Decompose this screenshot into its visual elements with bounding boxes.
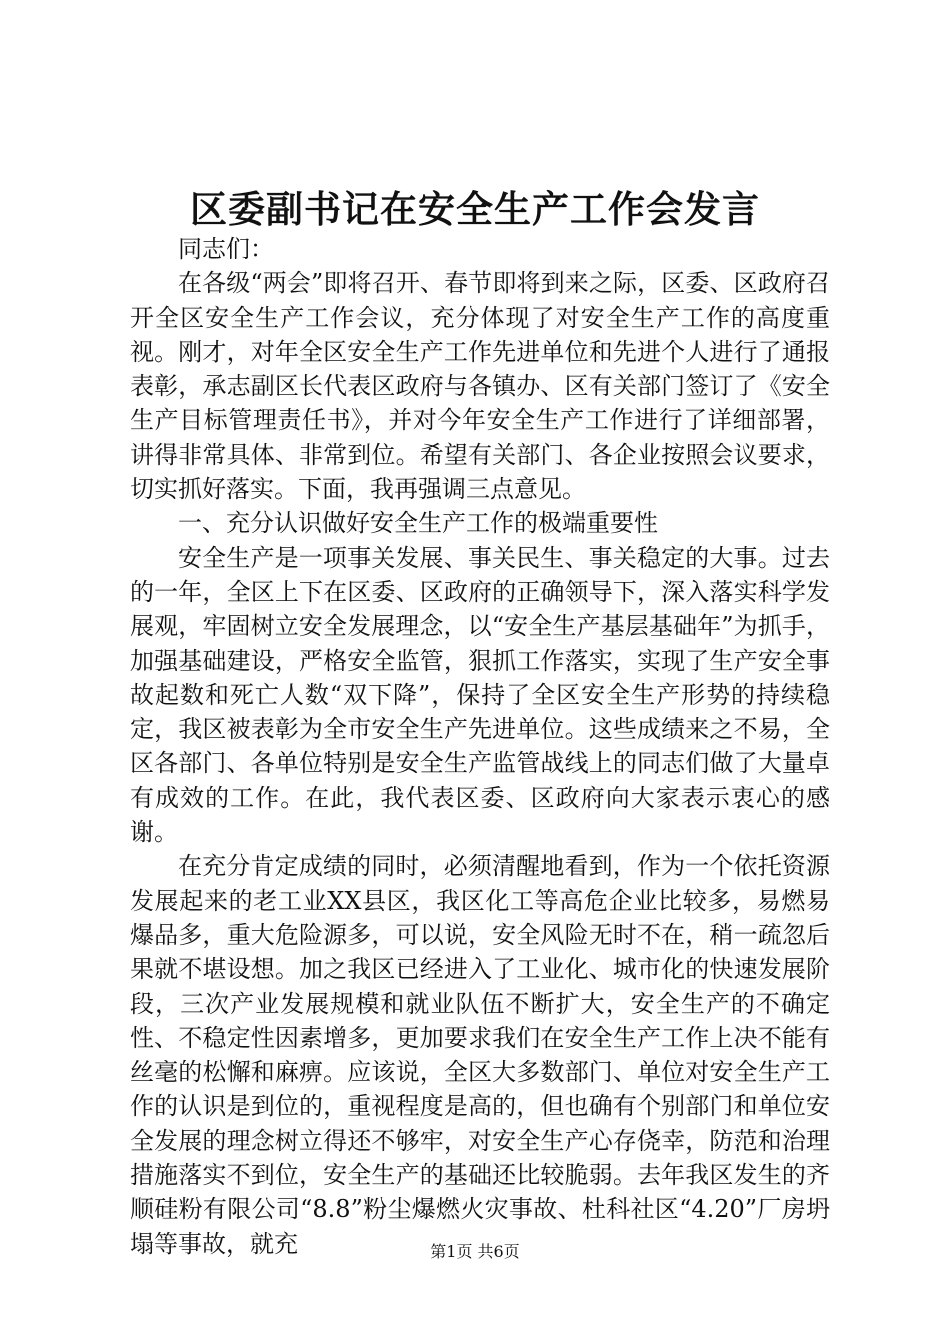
- page-footer: 第1页 共6页: [430, 1242, 520, 1261]
- document-body: [130, 232, 830, 1261]
- salutation: 同志们：: [178, 235, 274, 263]
- section-heading: 一、充分认识做好安全生产工作的极端重要性: [178, 509, 658, 538]
- body-paragraph: 在充分肯定成绩的同时，必须清醒地看到，作为一个依托资源发展起来的老工业XX县区，我区化工等高危企业比较多，易燃易爆品多，重大危险源多，可以说，安全风险无时不在，稍一疏忽后果就不堪设想。加之我区已经进入了工业化、城市化的快速发展阶段，三次产业发展规模和就业队伍不断扩大，安全生产的不确定性、不稳定性因素增多，更加要求我们在安全生产工作上决不能有丝毫的松懈和麻痹。应该说，全区大多数部门、单位对安全生产工作的认识是到位的，重视程度是高的，但也确有个别部门和单位安全发展的理念树立得还不够牢，对安全生产心存侥幸，防范和治理措施落实不到位，安全生产的基础还比较脆弱。去年我区发生的齐顺硅粉有限公司“8.8”粉尘爆燃火灾事故、杜科社区“4.20”厂房坍塌等事故，就充: [130, 852, 830, 1258]
- document-title: 区委副书记在安全生产工作会发言: [190, 187, 760, 231]
- body-paragraph: 在各级“两会”即将召开、春节即将到来之际，区委、区政府召开全区安全生产工作会议，充分体现了对安全生产工作的高度重视。刚才，对年全区安全生产工作先进单位和先进个人进行了通报表彰，承志副区长代表区政府与各镇办、区有关部门签订了《安全生产目标管理责任书》，并对今年安全生产工作进行了详细部署，讲得非常具体、非常到位。希望有关部门、各企业按照会议要求，切实抓好落实。下面，我再强调三点意见。: [130, 269, 830, 504]
- body-paragraph: 安全生产是一项事关发展、事关民生、事关稳定的大事。过去的一年，全区上下在区委、区政府的正确领导下，深入落实科学发展观，牢固树立安全发展理念，以“安全生产基层基础年”为抓手，加强基础建设，严格安全监管，狠抓工作落实，实现了生产安全事故起数和死亡人数“双下降”，保持了全区安全生产形势的持续稳定，我区被表彰为全市安全生产先进单位。这些成绩来之不易，全区各部门、各单位特别是安全生产监管战线上的同志们做了大量卓有成效的工作。在此，我代表区委、区政府向大家表示衷心的感谢。: [130, 543, 830, 847]
